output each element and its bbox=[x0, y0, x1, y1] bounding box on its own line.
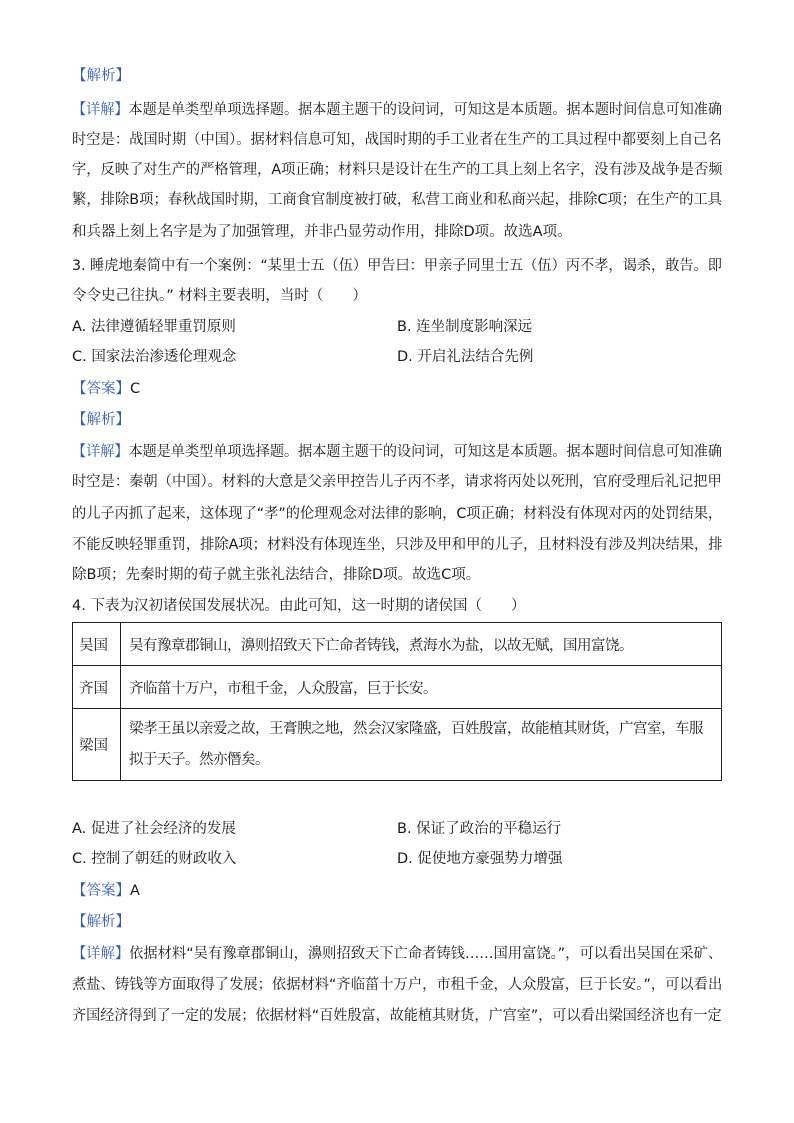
table-row bbox=[73, 666, 722, 709]
detail-line: 时空是：战国时期（中国）。据材料信息可知，战国时期的手工业者在生产的工具过程中都要刻上自己名 bbox=[72, 132, 722, 148]
detail-line: 字，反映了对生产的严格管理，A项正确；材料只是设计在生产的工具上刻上名字，没有涉及战争是否频 bbox=[72, 162, 723, 178]
option-b: B. 保证了政治的平稳运行 bbox=[397, 821, 562, 837]
state-desc-cell: 吴有豫章郡铜山，濞则招致天下亡命者铸钱，煮海水为盐，以故无赋，国用富饶。 bbox=[121, 623, 722, 666]
question-3-stem: 3. 睡虎地秦简中有一个案例：“某里士五（伍）甲告曰：甲亲子同里士五（伍）丙不孝，谒杀，敢告。即 bbox=[72, 258, 722, 274]
detail-line: 煮盐、铸钱等方面取得了发展；依据材料“齐临菑十万户，市租千金，人众殷富，巨于长安。”，可以看出 bbox=[72, 977, 723, 993]
option-d: D. 开启礼法结合先例 bbox=[397, 349, 534, 365]
detail-line: 【详解】本题是单类型单项选择题。据本题主题干的设问词，可知这是本质题。据本题时间信息可知准确 bbox=[72, 444, 722, 460]
table-row bbox=[73, 709, 722, 781]
answer-line-4: 【答案】A bbox=[72, 883, 140, 899]
detail-tag: 【详解】 bbox=[72, 102, 129, 118]
state-name-cell: 吴国 bbox=[73, 623, 121, 666]
detail-line: 繁，排除B项；春秋战国时期，工商食官制度被打破，私营工商业和私商兴起，排除C项；在生产的工具 bbox=[72, 192, 723, 208]
answer-value: C bbox=[130, 381, 141, 397]
state-name-cell: 齐国 bbox=[73, 666, 121, 709]
detail-line: 不能反映轻罪重罚，排除A项；材料没有体现连坐，只涉及甲和甲的儿子，且材料没有涉及判决结果，排 bbox=[72, 537, 723, 553]
detail-line: 和兵器上刻上名字是为了加强管理，并非凸显劳动作用，排除D项。故选A项。 bbox=[72, 224, 572, 240]
detail-line: 【详解】依据材料“吴有豫章郡铜山，濞则招致天下亡命者铸钱……国用富饶。”，可以看出吴国在采矿、 bbox=[72, 946, 723, 962]
detail-line: 时空是：秦朝（中国）。材料的大意是父亲甲控告儿子丙不孝，请求将丙处以死刑，官府受理后礼记把甲 bbox=[72, 474, 722, 490]
detail-line: 齐国经济得到了一定的发展；依据材料“百姓殷富，故能植其财货，广宫室”，可以看出梁国经济也有一定 bbox=[72, 1008, 722, 1024]
detail-line: 的儿子丙抓了起来，这体现了“孝”的伦理观念对法律的影响，C项正确；材料没有体现对丙的处罚结果， bbox=[72, 506, 723, 522]
analysis-tag-1: 【解析】 bbox=[72, 68, 130, 84]
detail-tag: 【详解】 bbox=[72, 444, 129, 460]
question-4-stem: 4. 下表为汉初诸侯国发展状况。由此可知，这一时期的诸侯国（ ） bbox=[72, 598, 526, 614]
option-c: C. 控制了朝廷的财政收入 bbox=[72, 851, 237, 867]
answer-line-3: 【答案】C bbox=[72, 381, 141, 397]
state-desc-cell: 齐临菑十万户，市租千金，人众殷富，巨于长安。 bbox=[121, 666, 722, 709]
detail-line: 【详解】本题是单类型单项选择题。据本题主题干的设问词，可知这是本质题。据本题时间信息可知准确 bbox=[72, 102, 722, 118]
answer-value: A bbox=[130, 883, 140, 899]
option-a: A. 促进了社会经济的发展 bbox=[72, 821, 236, 837]
detail-line: 除B项；先秦时期的荀子就主张礼法结合，排除D项。故选C项。 bbox=[72, 567, 481, 583]
state-desc-cell: 梁孝王虽以亲爱之故，王膏腴之地，然会汉家隆盛，百姓殷富，故能植其财货，广宫室，车服 拟于天子。然亦僭矣。 bbox=[121, 709, 722, 781]
state-name-cell: 梁国 bbox=[73, 709, 121, 781]
vassal-state-table bbox=[72, 622, 722, 781]
option-d: D. 促使地方豪强势力增强 bbox=[397, 851, 563, 867]
question-3-stem-cont: 令令史己往执。” 材料主要表明，当时（ ） bbox=[72, 288, 367, 304]
table-row bbox=[73, 623, 722, 666]
option-a: A. 法律遵循轻罪重罚原则 bbox=[72, 319, 236, 335]
option-b: B. 连坐制度影响深远 bbox=[397, 319, 533, 335]
analysis-tag-4: 【解析】 bbox=[72, 914, 130, 930]
analysis-tag-3: 【解析】 bbox=[72, 412, 130, 428]
detail-tag: 【详解】 bbox=[72, 946, 130, 962]
option-c: C. 国家法治渗透伦理观念 bbox=[72, 349, 237, 365]
